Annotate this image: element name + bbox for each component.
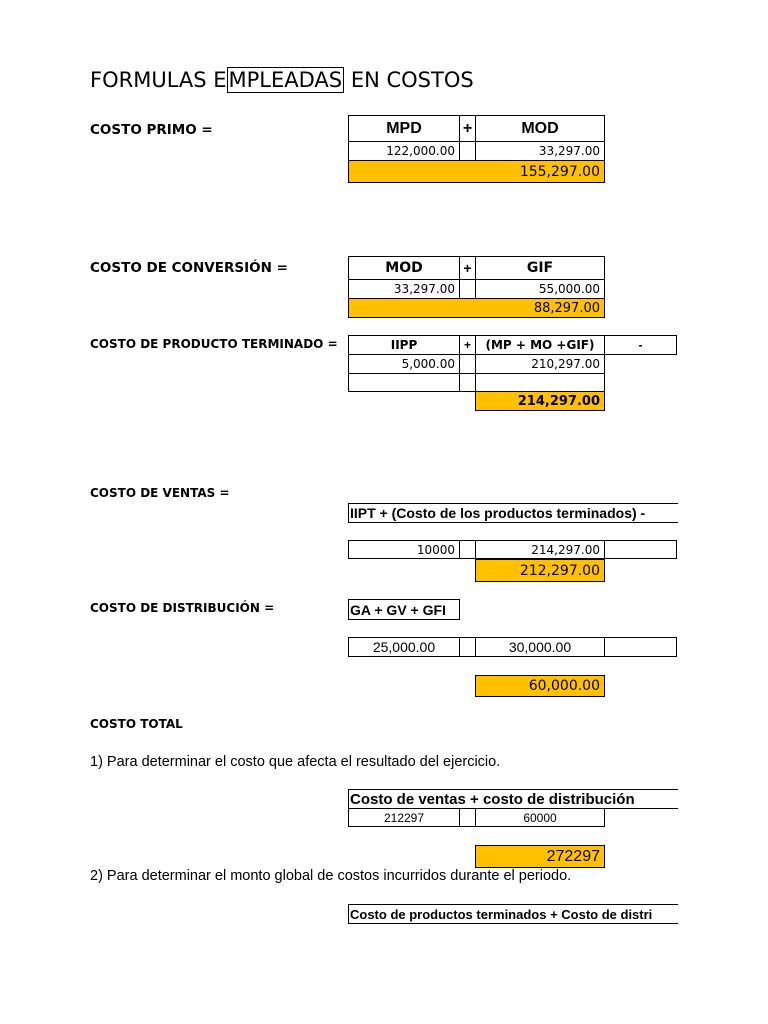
- costo-total-formula-1[interactable]: Costo de ventas + costo de distribución: [348, 789, 678, 809]
- costo-conversion-result[interactable]: 88,297.00: [348, 298, 605, 318]
- empty-cell[interactable]: [459, 354, 476, 374]
- costo-total-line-1: 1) Para determinar el costo que afecta el resultado del ejercicio.: [90, 754, 501, 770]
- costo-primo-result[interactable]: 155,297.00: [348, 160, 605, 183]
- cpt-header-iipp[interactable]: IIPP: [348, 335, 460, 355]
- costo-distribucion-result[interactable]: 60,000.00: [475, 675, 605, 697]
- empty-cell[interactable]: [459, 808, 476, 827]
- page-title: FORMULAS EMPLEADAS EN COSTOS: [90, 68, 474, 92]
- costo-total-value-ventas[interactable]: 212297: [348, 808, 460, 827]
- costo-distribucion-value-2[interactable]: 30,000.00: [475, 637, 605, 657]
- costo-distribucion-formula[interactable]: GA + GV + GFI: [348, 599, 460, 620]
- costo-total-value-distribucion[interactable]: 60000: [475, 808, 605, 827]
- costo-conversion-plus[interactable]: +: [459, 256, 476, 280]
- costo-conversion-header-mod[interactable]: MOD: [348, 256, 460, 280]
- costo-ventas-formula[interactable]: IIPT + (Costo de los productos terminados) -: [348, 503, 678, 523]
- empty-cell[interactable]: [475, 373, 605, 392]
- cpt-value-mp-mo-gif[interactable]: 210,297.00: [475, 354, 605, 374]
- cpt-minus[interactable]: -: [604, 335, 677, 355]
- costo-conversion-label: COSTO DE CONVERSIÓN =: [90, 260, 288, 276]
- costo-conversion-value-gif[interactable]: 55,000.00: [475, 279, 605, 299]
- costo-ventas-value-cpt[interactable]: 214,297.00: [475, 540, 605, 559]
- costo-ventas-value-iipt[interactable]: 10000: [348, 540, 460, 559]
- empty-cell[interactable]: [459, 637, 476, 657]
- cpt-plus[interactable]: +: [459, 335, 476, 355]
- costo-primo-header-mod[interactable]: MOD: [475, 115, 605, 142]
- costo-total-formula-2[interactable]: Costo de productos terminados + Costo de distri: [348, 904, 678, 924]
- costo-distribucion-value-1[interactable]: 25,000.00: [348, 637, 460, 657]
- empty-cell[interactable]: [604, 637, 677, 657]
- empty-cell[interactable]: [459, 540, 476, 559]
- costo-producto-terminado-label: COSTO DE PRODUCTO TERMINADO =: [90, 337, 338, 351]
- costo-total-label: COSTO TOTAL: [90, 717, 183, 731]
- empty-cell[interactable]: [459, 279, 476, 299]
- empty-cell[interactable]: [604, 540, 677, 559]
- costo-primo-value-mod[interactable]: 33,297.00: [475, 141, 605, 161]
- costo-total-result-1[interactable]: 272297: [475, 845, 605, 868]
- cpt-header-mp-mo-gif[interactable]: (MP + MO +GIF): [475, 335, 605, 355]
- empty-cell[interactable]: [348, 373, 460, 392]
- costo-ventas-result[interactable]: 212,297.00: [475, 559, 605, 582]
- costo-conversion-value-mod[interactable]: 33,297.00: [348, 279, 460, 299]
- costo-primo-header-mpd[interactable]: MPD: [348, 115, 460, 142]
- costo-distribucion-label: COSTO DE DISTRIBUCIÓN =: [90, 601, 275, 615]
- costo-conversion-header-gif[interactable]: GIF: [475, 256, 605, 280]
- costo-ventas-label: COSTO DE VENTAS =: [90, 486, 230, 500]
- cpt-value-iipp[interactable]: 5,000.00: [348, 354, 460, 374]
- costo-primo-label: COSTO PRIMO =: [90, 122, 213, 138]
- empty-cell[interactable]: [459, 373, 476, 392]
- costo-primo-plus[interactable]: +: [459, 115, 476, 142]
- costo-total-line-2: 2) Para determinar el monto global de costos incurridos durante el periodo.: [90, 868, 572, 884]
- cpt-result[interactable]: 214,297.00: [475, 391, 605, 411]
- costo-primo-value-mpd[interactable]: 122,000.00: [348, 141, 460, 161]
- selected-cell[interactable]: MPLEADAS: [228, 68, 343, 92]
- empty-cell[interactable]: [459, 141, 476, 161]
